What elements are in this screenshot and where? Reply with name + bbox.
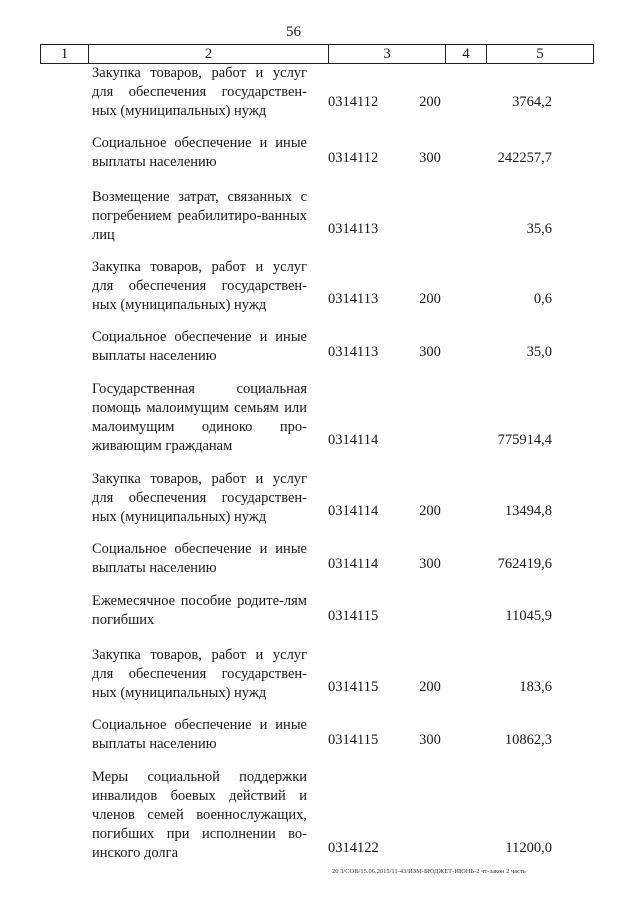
header-col-4: 4: [446, 45, 487, 63]
row-name: Социальное обеспечение и иные выплаты населению: [92, 135, 307, 170]
row-code: 0314114: [328, 432, 379, 448]
row-name: Социальное обеспечение и иные выплаты населению: [92, 717, 307, 752]
row-kind: 200: [419, 679, 441, 695]
row-name: Социальное обеспечение и иные выплаты населению: [92, 329, 307, 364]
row-sum: 183,6: [519, 679, 552, 695]
row-name: Закупка товаров, работ и услуг для обеспечения государствен-ных (муниципальных) нужд: [92, 259, 307, 313]
row-code: 0314113: [328, 221, 379, 237]
row-kind: 300: [419, 732, 441, 748]
row-sum: 35,6: [526, 221, 552, 237]
document-footer: 20 3/СОВ/15.06.2015/11-43/ИЗМ-БЮДЖЕТ-ИЮНЬ-2 чт-закон 2 часть: [332, 868, 526, 875]
header-col-3: 3: [329, 45, 446, 63]
row-kind: 300: [419, 556, 441, 572]
row-name: Закупка товаров, работ и услуг для обеспечения государствен-ных (муниципальных) нужд: [92, 647, 307, 701]
row-sum: 11045,9: [505, 608, 552, 624]
row-sum: 242257,7: [497, 150, 552, 166]
row-sum: 35,0: [526, 344, 552, 360]
row-kind: 200: [419, 503, 441, 519]
table-header: [40, 44, 594, 64]
header-col-1: 1: [41, 45, 89, 63]
row-kind: 200: [419, 291, 441, 307]
row-name: Закупка товаров, работ и услуг для обеспечения государствен-ных (муниципальных) нужд: [92, 65, 307, 119]
row-code: 0314115: [328, 679, 379, 695]
row-name: Возмещение затрат, связанных с погребением реабилитиро-ванных лиц: [92, 189, 307, 243]
row-sum: 13494,8: [504, 503, 552, 519]
row-code: 0314112: [328, 150, 379, 166]
row-code: 0314115: [328, 732, 379, 748]
row-sum: 10862,3: [504, 732, 552, 748]
row-code: 0314112: [328, 94, 379, 110]
row-code: 0314115: [328, 608, 379, 624]
row-name: Меры социальной поддержки инвалидов боевых действий и членов семей военнослужащих, погибших при исполнении во-инского долга: [92, 769, 307, 861]
row-code: 0314122: [328, 840, 379, 856]
header-col-5: 5: [536, 46, 544, 62]
row-name: Закупка товаров, работ и услуг для обеспечения государствен-ных (муниципальных) нужд: [92, 471, 307, 525]
row-sum: 775914,4: [497, 432, 552, 448]
row-sum: 11200,0: [505, 840, 552, 856]
header-col-2: 2: [89, 45, 329, 63]
row-sum: 3764,2: [512, 94, 552, 110]
row-code: 0314114: [328, 503, 379, 519]
row-code: 0314113: [328, 291, 379, 307]
row-kind: 200: [419, 94, 441, 110]
row-code: 0314113: [328, 344, 379, 360]
row-kind: 300: [419, 150, 441, 166]
row-name: Социальное обеспечение и иные выплаты населению: [92, 541, 307, 576]
row-code: 0314114: [328, 556, 379, 572]
row-name: Государственная социальная помощь малоимущим семьям или малоимущим одиноко про-живающим гражданам: [92, 381, 307, 454]
row-kind: 300: [419, 344, 441, 360]
row-sum: 762419,6: [497, 556, 552, 572]
row-sum: 0,6: [533, 291, 552, 307]
row-name: Ежемесячное пособие родите-лям погибших: [92, 593, 307, 628]
page-number: 56: [286, 24, 301, 40]
